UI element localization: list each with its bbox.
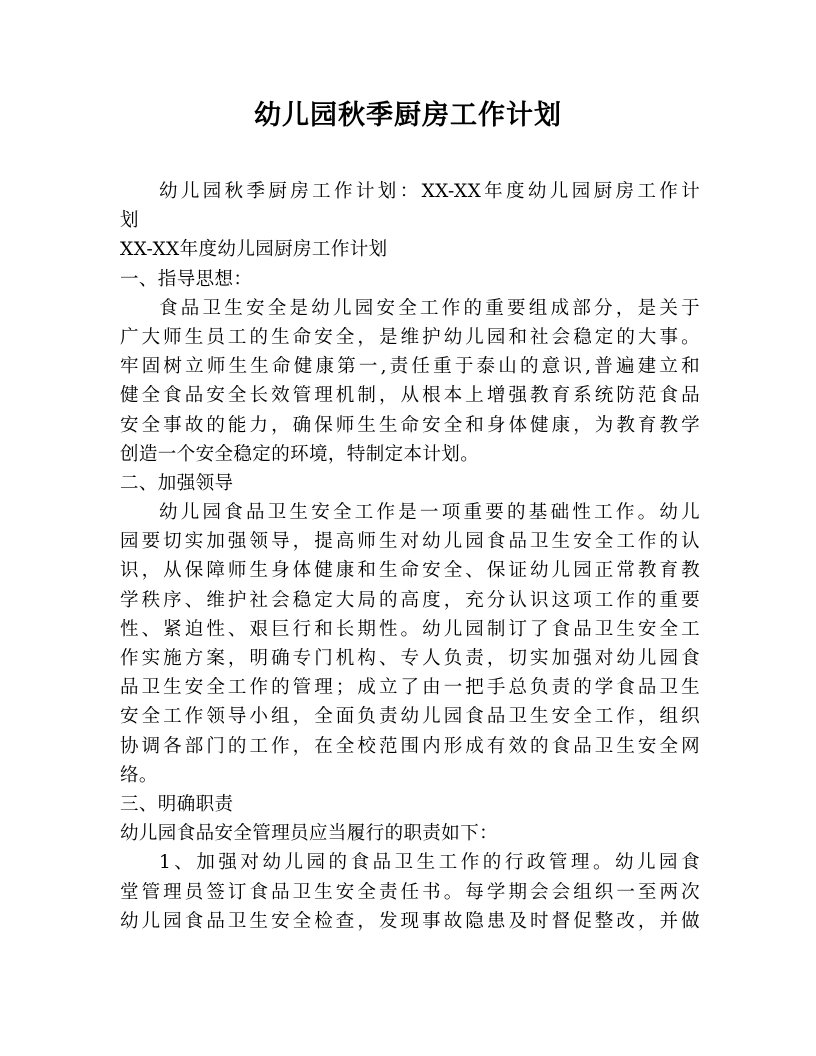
text-line: 牢固树立师生生命健康第一,责任重于泰山的意识,普遍建立和 bbox=[120, 356, 700, 378]
document-body bbox=[120, 177, 700, 936]
text-line: 一、指导思想： bbox=[120, 268, 253, 290]
text-line: 健全食品安全长效管理机制，从根本上增强教育系统防范食品 bbox=[120, 385, 700, 407]
text-line: 品卫生安全工作的管理；成立了由一把手总负责的学食品卫生 bbox=[120, 677, 700, 699]
text-line: 食品卫生安全是幼儿园安全工作的重要组成部分，是关于 bbox=[159, 297, 700, 319]
text-line: 1、加强对幼儿园的食品卫生工作的行政管理。幼儿园食 bbox=[159, 852, 700, 874]
text-line: 创造一个安全稳定的环境，特制定本计划。 bbox=[120, 443, 480, 465]
text-line: 安全工作领导小组，全面负责幼儿园食品卫生安全工作，组织 bbox=[120, 706, 700, 728]
text-line: 园要切实加强领导，提高师生对幼儿园食品卫生安全工作的认 bbox=[120, 531, 700, 553]
text-line: 络。 bbox=[120, 764, 158, 786]
document-title: 幼儿园秋季厨房工作计划 bbox=[254, 100, 562, 131]
text-line: 作实施方案，明确专门机构、专人负责，切实加强对幼儿园食 bbox=[120, 648, 700, 669]
text-line: 堂管理员签订食品卫生安全责任书。每学期会会组织一至两次 bbox=[120, 881, 700, 903]
text-line: 二、加强领导 bbox=[120, 472, 234, 494]
text-line: 安全事故的能力，确保师生生命安全和身体健康，为教育教学 bbox=[120, 414, 700, 436]
text-line: 性、紧迫性、艰巨行和长期性。幼儿园制订了食品卫生安全工 bbox=[120, 618, 700, 640]
text-line: XX-XX年度幼儿园厨房工作计划 bbox=[120, 239, 388, 261]
text-line: 识，从保障师生身体健康和生命安全、保证幼儿园正常教育教 bbox=[120, 560, 700, 582]
text-line: 广大师生员工的生命安全，是维护幼儿园和社会稳定的大事。 bbox=[120, 326, 700, 348]
text-line: 幼儿园食品卫生安全工作是一项重要的基础性工作。幼儿 bbox=[159, 502, 700, 524]
text-line: 三、明确职责 bbox=[120, 793, 234, 815]
text-line: 幼儿园食品安全管理员应当履行的职责如下： bbox=[120, 823, 499, 845]
text-line: 学秩序、维护社会稳定大局的高度，充分认识这项工作的重要 bbox=[120, 589, 700, 611]
text-line: 幼儿园秋季厨房工作计划：XX-XX年度幼儿园厨房工作计 bbox=[159, 181, 700, 202]
text-line: 划 bbox=[120, 210, 139, 232]
text-line: 幼儿园食品卫生安全检查，发现事故隐患及时督促整改，并做 bbox=[120, 910, 700, 932]
text-line: 协调各部门的工作，在全校范围内形成有效的食品卫生安全网 bbox=[120, 735, 700, 757]
